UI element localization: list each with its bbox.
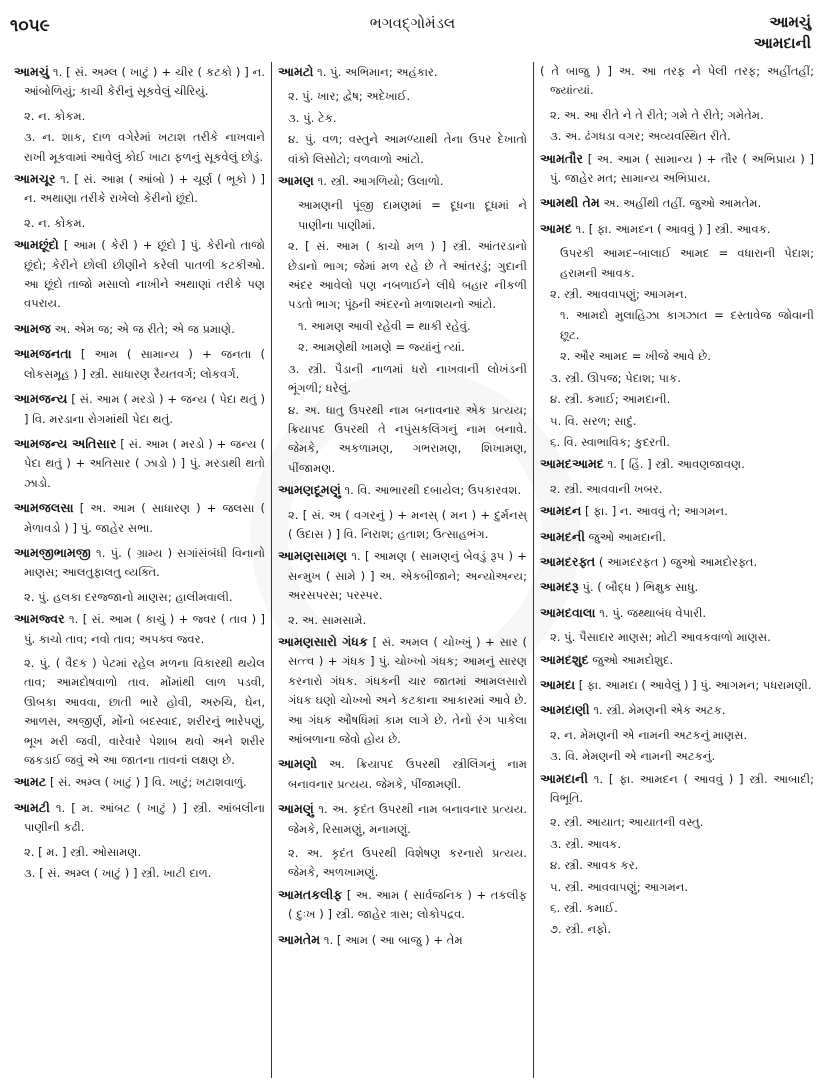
headword: આમચૂર	[14, 171, 56, 187]
entry-definition	[14, 169, 265, 209]
dictionary-entry	[278, 171, 527, 478]
dictionary-entry	[540, 501, 814, 521]
definition-text: ૪. અ. ધાતુ ઉપરથી નામ બનાવનાર એક પ્રત્યય; ક્રિયાપદ ઉપરથી તે નપુંસકલિંગનું નામ બનાવે. જેમકે, અકળામણ, ગભરામણ, શિખામણ, પીંજામણ.	[288, 402, 527, 475]
entry-definition	[14, 235, 265, 314]
definition-text: ૩. અ. ઢંગધડા વગર; અવ્યવસ્થિત રીતે.	[550, 129, 731, 144]
definition-text: [ અ. આમ ( સામાન્ય ) + તૌર ( અભિપ્રાય ) ] પું. જાહેર મત; સામાન્ય અભિપ્રાય.	[550, 151, 815, 186]
definition-text: ૩. સ્ત્રી. ઊપજ; પેદાશ; પાક.	[550, 370, 681, 385]
definition-text: ૧. સ્ત્રી. આગળિયો; ઉલાળો.	[317, 174, 444, 189]
definition-text: ૧. આમદો મુલાહિઝા કાગઝાત = દસ્તાવેજ જોવાની છૂટ.	[560, 308, 814, 342]
headword: આમણું	[278, 801, 314, 817]
headword: આમદ	[540, 220, 572, 236]
headword: આમટ	[14, 774, 47, 790]
definition-text: ૨. ન. કોકમ.	[24, 108, 86, 123]
headword: આમણ	[278, 173, 314, 189]
entry-sense	[540, 899, 814, 918]
entry-definition	[278, 632, 527, 749]
definition-text: અ. એમ જ; એ જ રીતે; એ જ પ્રમાણે.	[54, 321, 235, 336]
definition-text: ૨. અ. સામસામે.	[288, 612, 367, 627]
definition-text: ૧. [ ફા. આમદન ( આવવું ) ] સ્ત્રી. આવક.	[575, 221, 771, 236]
entry-sense	[14, 107, 265, 126]
definition-text: ૩. પું. ટેક.	[288, 110, 337, 125]
definition-text: ૨. ન. મેમણની એ નામની અટકનું માણસ.	[550, 727, 748, 742]
entry-sense	[540, 726, 814, 745]
definition-text: ૨. પું. ખાર; દ્વેષ; અદેખાઈ.	[288, 89, 411, 104]
entry-idiom	[540, 347, 814, 366]
headword: આમદાણી	[540, 702, 590, 718]
definition-text: આમણની પૂંજી દામણમાં = દૂધના દૂધમાં ને પાણીના પાણીમાં.	[298, 198, 527, 232]
dictionary-entry	[540, 193, 814, 213]
entry-idiom	[278, 196, 527, 235]
definition-text: ૧. [ સં. આમ ( કાચું ) + જ્વર ( તાવ ) ] પું. કાચો તાવ; નવો તાવ; અપક્વ જ્વર.	[24, 612, 266, 646]
entry-idiom	[278, 338, 527, 357]
definition-text: ૫. સ્ત્રી. આવવાપણું; આગમન.	[550, 879, 689, 894]
dictionary-entry	[540, 700, 814, 766]
headword: આમણસામણ	[278, 548, 348, 564]
dictionary-entry	[540, 675, 814, 695]
guide-word-first: આમચું	[769, 13, 811, 31]
dictionary-entry	[540, 650, 814, 670]
dictionary-entry	[14, 235, 265, 314]
entry-sense	[278, 844, 527, 883]
definition-text: ૧. પું. જથ્થાબંધ વેપારી.	[599, 605, 707, 620]
definition-text: જુઓ આમદોશુદ.	[592, 652, 674, 667]
definition-text: ૪. સ્ત્રી. આવક કર.	[550, 858, 639, 873]
dictionary-entry	[278, 799, 527, 883]
definition-text: ૧. [ આમ ( આ બાજુ ) + તેમ	[323, 932, 463, 947]
dictionary-entry	[14, 498, 265, 538]
entry-definition	[540, 149, 814, 189]
definition-text: ( આમદરફત ) જુઓ આમદોરફ્ત.	[598, 554, 758, 569]
headword: આમદન	[540, 503, 582, 519]
entry-definition	[14, 772, 265, 792]
definition-text: ૧. [ હિં. ] સ્ત્રી. આવણજાવણ.	[607, 457, 745, 472]
dictionary-entry	[14, 344, 265, 384]
entry-sense	[14, 214, 265, 233]
entry-sense	[278, 87, 527, 106]
entry-sense	[540, 127, 814, 146]
entry-definition	[278, 546, 527, 605]
dictionary-entry	[540, 552, 814, 572]
entry-sense	[540, 747, 814, 766]
entry-definition	[540, 700, 814, 720]
dictionary-entry	[278, 546, 527, 630]
entry-definition	[540, 552, 814, 572]
entry-sense	[14, 864, 265, 883]
headword: આમછૂંદો	[14, 237, 59, 253]
dictionary-entry	[278, 480, 527, 544]
dictionary-entry	[540, 527, 814, 547]
headword: આમદરૂ	[540, 579, 579, 595]
dictionary-entry	[540, 149, 814, 189]
entry-idiom	[278, 317, 527, 336]
definition-text: અ. ક્રિયાપદ ઉપરથી સ્ત્રીલિંગનું નામ બનાવનાર પ્રત્યય. જેમકે, પીંજામણી.	[288, 757, 527, 791]
entry-definition	[14, 543, 265, 583]
definition-text: ૧. [ મ. આંબટ ( ખાટું ) ] સ્ત્રી. આંબલીના પાણીની કઢી.	[24, 800, 266, 835]
definition-text: ૨. સ્ત્રી. આવવાની ખબર.	[550, 481, 663, 496]
entry-definition	[14, 498, 265, 538]
headword: આમટો	[278, 64, 314, 79]
entry-definition	[540, 527, 814, 547]
entry-sense	[540, 628, 814, 647]
definition-text: ૭. સ્ત્રી. નફો.	[550, 922, 612, 937]
headword: આમદઆમદ	[540, 456, 604, 472]
entry-sense	[540, 412, 814, 431]
definition-text: ૨. [ સં. અ ( વગરનું ) + મનસ્ ( મન ) + દુર્મનસ્ ( ઉદાસ ) ] વિ. નિરાશ; હતાશ; ઉત્સાહભંગ.	[288, 507, 527, 541]
definition-text: ૩. સ્ત્રી. આવક.	[550, 836, 622, 851]
entry-sense	[278, 401, 527, 479]
dictionary-entry	[14, 543, 265, 607]
entry-sense	[540, 433, 814, 452]
entry-definition	[14, 434, 265, 493]
entry-sense	[14, 128, 265, 167]
entry-definition	[540, 675, 814, 695]
dictionary-entry	[540, 454, 814, 499]
dictionary-entry	[540, 219, 814, 452]
entry-sense	[540, 878, 814, 897]
definition-text: ૨. સ્ત્રી. આવવાપણું; આગમન.	[550, 287, 688, 302]
headword: આમથી તેમ	[540, 195, 600, 211]
definition-text: ૪. પું. વળ; વસ્તુને આમળ્યાથી તેના ઉપર દેખાતો વાંકો લિસોટો; વળવાળો આંટો.	[288, 132, 527, 166]
dictionary-entry	[540, 603, 814, 648]
page-number: ૧૦૫૯	[10, 16, 50, 36]
definition-text: ૨. [ સં. આમ ( કાચો મળ ) ] સ્ત્રી. આંતરડાનો છેડાનો ભાગ; જેમાં મળ રહે છે તે આંતરડું; ગુદાની અંદર આવેલો પણ નબળાઈને લીધે બહાર નીકળી પડતો ભાગ; પૂંઠની અંદરનો મળાશયનો આંટો.	[288, 239, 527, 312]
entry-sense	[540, 920, 814, 939]
headword: આમતેમ	[278, 931, 321, 947]
dictionary-entry	[14, 62, 265, 167]
entry-definition	[14, 319, 265, 339]
headword: આમદાની	[540, 770, 589, 786]
guide-words	[754, 12, 811, 54]
definition-text: ૧. પું. અભિમાન; અહંકાર.	[317, 65, 438, 79]
definition-text: ૧. આમણ આવી રહેવી = થાકી રહેવું.	[298, 318, 471, 333]
definition-text: ૩. ન. શાક, દાળ વગેરેમાં ખટાશ તરીકે નાખવાને રાખી મૂકવામાં આવેલું કોઈ ખાટા ફળનું સૂકવેલું છોડું.	[24, 130, 265, 164]
headword: આમજીભામજી	[14, 544, 91, 560]
dictionary-columns	[8, 62, 820, 1078]
dictionary-entry	[540, 769, 814, 940]
entry-sense	[278, 506, 527, 545]
dictionary-entry	[14, 772, 265, 792]
headword: આમદશુદ	[540, 651, 589, 667]
entry-sense	[540, 480, 814, 499]
entry-idiom	[540, 306, 814, 345]
dictionary-entry	[540, 62, 814, 147]
entry-sense	[278, 237, 527, 315]
definition-text: પું. ( બૌદ્ધ ) ભિક્ષુક સાધુ.	[582, 580, 699, 595]
entry-definition	[14, 798, 265, 838]
entry-definition	[278, 480, 527, 500]
entry-definition	[540, 501, 814, 521]
definition-text: ( તે બાજુ ) ] અ. આ તરફ ને પેલી તરફ; અહીંતહીં; જ્યાંત્યાં.	[540, 64, 814, 98]
headword: આમજલસા	[14, 500, 74, 516]
dictionary-entry	[14, 319, 265, 339]
entry-definition	[278, 930, 527, 950]
dictionary-entry	[278, 754, 527, 794]
entry-definition	[540, 454, 814, 474]
entry-idiom	[540, 244, 814, 283]
definition-text: [ સં. આમ ( મરડો ) + જન્ય ( પેદા થતું ) ] વિ. મરડાના રોગમાંથી પેદા થતું.	[24, 392, 265, 426]
headword: આમદા	[540, 676, 576, 692]
definition-text: ૧. [ સં. આમ્ર ( આંબો ) + ચૂર્ણ ( ભૂકો ) ] ન. અથાણા તરીકે રાખેલો કેરીનો છૂંદો.	[24, 172, 266, 206]
definition-text: ૧. અ. કૃદંત ઉપરથી નામ બનાવનાર પ્રત્યય. જેમકે, રિસામણું, મનામણું.	[288, 802, 528, 836]
entry-sense	[540, 856, 814, 875]
column-2	[272, 62, 534, 1078]
entry-definition	[278, 754, 527, 794]
definition-text: ૪. સ્ત્રી. કમાઈ; આમદાની.	[550, 392, 671, 407]
definition-text: ૩. [ સં. અમ્લ ( ખાટું ) ] સ્ત્રી. ખાટી દાળ.	[24, 866, 212, 881]
entry-definition	[540, 650, 814, 670]
headword: આમજ	[14, 320, 51, 336]
running-title: ભગવદ્ગોમંડલ	[369, 14, 456, 32]
dictionary-entry	[278, 62, 527, 169]
headword: આમણસારો ગંધક	[278, 633, 368, 649]
entry-sense	[540, 369, 814, 388]
dictionary-entry	[278, 632, 527, 749]
dictionary-entry	[278, 885, 527, 925]
definition-text: ૧. સ્ત્રી. મેમણની એક અટક.	[593, 703, 726, 718]
definition-text: [ ફા. આમદા ( આવેલું ) ] પું. આગમન; પધરામણી.	[578, 677, 812, 692]
definition-text: [ અ. આમ ( સાર્વજનિક ) + તકલીફ ( દુઃખ ) ] સ્ત્રી. જાહેર ત્રાસ; લોકોપદ્રવ.	[288, 887, 527, 922]
guide-word-last: આમદાની	[753, 34, 811, 52]
headword: આમતકલીફ	[278, 886, 343, 902]
definition-text: ૨. ઔર આમદ = ખીજે આવે છે.	[560, 349, 711, 364]
definition-text: [ ફા. ] ન. આવવું તે; આગમન.	[585, 504, 728, 519]
headword: આમતૌર	[540, 150, 584, 166]
definition-text: ઉપરકી આમદ–બાલાઈ આમદ = વધારાની પેદાશ; હરામની આવક.	[560, 246, 814, 280]
definition-text: ૧. [ આમણ ( સામણનું બેવડું રૂપ ) + સન્મુખ ( સામે ) ] અ. એકબીજાને; અન્યોઅન્ય; અરસપરસ; પરસ્પર.	[288, 549, 527, 603]
definition-text: ૨. પું. હલકા દરજ્જાનો માણસ; હાલીમવાલી.	[24, 589, 233, 604]
definition-text: [ અ. આમ ( સાધારણ ) + જલસા ( મેળાવડો ) ] પું. જાહેર સભા.	[24, 501, 265, 535]
definition-text: જુઓ આમદાની.	[588, 529, 666, 544]
entry-sense	[540, 106, 814, 125]
entry-definition	[14, 609, 265, 649]
definition-text: ૨. પું. ( વૈદક ) પેટમાં રહેલ મળના વિકારથી થયેલ તાવ; આમદોષવાળો તાવ. મોંમાંથી લાળ પડવી, ઊબકા આવવા, છાતી ભારે હોવી, અરુચિ, ઘેન, આળસ, અજીર્ણ, મોંનો બદસ્વાદ, શરીરનું ભારેપણું, ભૂખ મરી જવી, વારેવારે પેશાબ થવો અને શરીર જકડાઈ જવું એ આ જાતના તાવનાં લક્ષણ છે.	[24, 655, 265, 767]
entry-definition	[540, 769, 814, 809]
dictionary-entry	[14, 169, 265, 233]
definition-text: ૧. [ સં. અમ્લ ( ખાટું ) + ચીર ( કટકો ) ] ન. આંબોળિયું; કાચી કેરીનું સૂકવેલું ચીરિયું.	[24, 65, 265, 99]
entry-sense	[540, 835, 814, 854]
entry-definition	[278, 799, 527, 839]
definition-text: ૬. વિ. સ્વાભાવિક; કુદરતી.	[550, 434, 670, 449]
headword: આમટી	[14, 799, 50, 815]
entry-sense	[540, 285, 814, 304]
entry-sense	[278, 360, 527, 399]
definition-text: [ સં. અમ્લ ( ખાટું ) ] વિ. ખાટું; ખટાશવાળું.	[49, 775, 247, 790]
headword: આમણો	[278, 756, 318, 772]
dictionary-entry	[278, 930, 527, 950]
entry-definition	[540, 62, 814, 101]
entry-definition	[540, 219, 814, 239]
headword: આમદરફ્ત	[540, 553, 596, 569]
entry-definition	[540, 577, 814, 597]
entry-definition	[14, 344, 265, 384]
definition-text: ૨. સ્ત્રી. આયાત; આયાતની વસ્તુ.	[550, 815, 704, 830]
definition-text: ૨. [ મ. ] સ્ત્રી. ઓસામણ.	[24, 844, 142, 859]
definition-text: [ આમ ( કેરી ) + છૂંદો ] પું. કેરીનો તાજો છૂંદો; કેરીને છોલી છીણીને કરેલી પાતળી કટકીઓ. આ છૂંદો તાજો મસાલો નાખીને અથાણાં તરીકે પણ વપરાય.	[24, 238, 265, 311]
entry-sense	[540, 390, 814, 409]
definition-text: ૩. સ્ત્રી. પૈડાની નાળમાં ધરો નાખવાની લોખંડની ભૂંગળી; ધરેલું.	[288, 361, 527, 396]
entry-definition	[278, 885, 527, 925]
entry-sense	[278, 130, 527, 169]
entry-definition	[14, 62, 265, 102]
entry-sense	[14, 654, 265, 770]
entry-definition	[14, 389, 265, 429]
definition-text: ૨. પું. પૈસાદાર માણસ; મોટી આવકવાળો માણસ.	[550, 630, 771, 645]
definition-text: ૧. [ ફા. આમદન ( આવવું ) ] સ્ત્રી. આબાદી; વિભૂતિ.	[550, 771, 814, 805]
definition-text: [ સં. અમલ ( ચોખ્ખું ) + સાર ( સત્ત્વ ) + ગંધક ] પું. ચોખ્ખો ગંધક; આમનું સારણ કરનારો ગંધક. ગંધકની ચાર જાતમાં આમલસારો ગંધક ઘણો ચોખ્ખો અને કટકાના આકારમાં આવે છે. આ ગંધક ઔષધિમાં કામ લાગે છે. તેનો રંગ પાકેલા આંબળાના જેવો હોય છે.	[288, 634, 527, 746]
headword: આમદની	[540, 528, 585, 544]
entry-sense	[14, 843, 265, 862]
headword: આમજન્ય	[14, 391, 68, 407]
entry-sense	[278, 109, 527, 128]
headword: આમજન્ય અતિસાર	[14, 435, 117, 451]
dictionary-entry	[14, 798, 265, 884]
headword: આમજનતા	[14, 346, 72, 362]
dictionary-entry	[540, 577, 814, 597]
definition-text: ૨. ન. કોકમ.	[24, 215, 86, 230]
definition-text: [ આમ ( સામાન્ય ) + જનતા ( લોકસમૂહ ) ] સ્ત્રી. સાધારણ રૈયતવર્ગ; લોકવર્ગ.	[24, 347, 266, 381]
column-3	[534, 62, 820, 1078]
dictionary-entry	[14, 609, 265, 770]
headword: આમદવાલા	[540, 604, 596, 620]
entry-definition	[540, 193, 814, 213]
definition-text: ૧. પું. ( ગ્રામ્ય ) સગાંસંબંધી વિનાનો માણસ; આલતુફાલતુ વ્યક્તિ.	[24, 545, 266, 580]
definition-text: ૩. વિ. મેમણની એ નામની અટકનું.	[550, 749, 716, 764]
entry-sense	[14, 588, 265, 607]
entry-definition	[278, 171, 527, 191]
definition-text: અ. અહીંથી તહીં. જુઓ આમતેમ.	[603, 196, 762, 211]
entry-sense	[278, 611, 527, 630]
entry-definition	[540, 603, 814, 623]
definition-text: ૬. સ્ત્રી. કમાઈ.	[550, 901, 618, 916]
dictionary-entry	[14, 389, 265, 429]
definition-text: ૨. આમણેથી ખામણે = જ્યાંનું ત્યાં.	[298, 340, 465, 355]
definition-text: ૨. અ. કૃદંત ઉપરથી વિશેષણ કરનારો પ્રત્યય. જેમકે, અળખામણું.	[288, 846, 527, 880]
definition-text: ૫. વિ. સરળ; સાદું.	[550, 413, 637, 428]
headword: આમજ્વર	[14, 611, 65, 627]
headword: આમણદૂમણું	[278, 482, 341, 498]
dictionary-entry	[14, 434, 265, 493]
entry-sense	[540, 813, 814, 832]
definition-text: ૧. વિ. આભારથી દબાયેલ; ઉપકારવશ.	[344, 483, 522, 498]
definition-text: ૨. અ. આ રીતે ને તે રીતે; ગમે તે રીતે; ગમેતેમ.	[550, 107, 764, 122]
entry-definition	[278, 62, 527, 82]
headword: આમચું	[14, 64, 49, 79]
definition-text: [ સં. આમ ( મરડો ) + જન્ય ( પેદા થતું ) + અતિસાર ( ઝાડો ) ] પું. મરડાથી થતો ઝાડો.	[24, 436, 266, 490]
page-header	[0, 0, 825, 62]
column-1	[8, 62, 272, 1078]
